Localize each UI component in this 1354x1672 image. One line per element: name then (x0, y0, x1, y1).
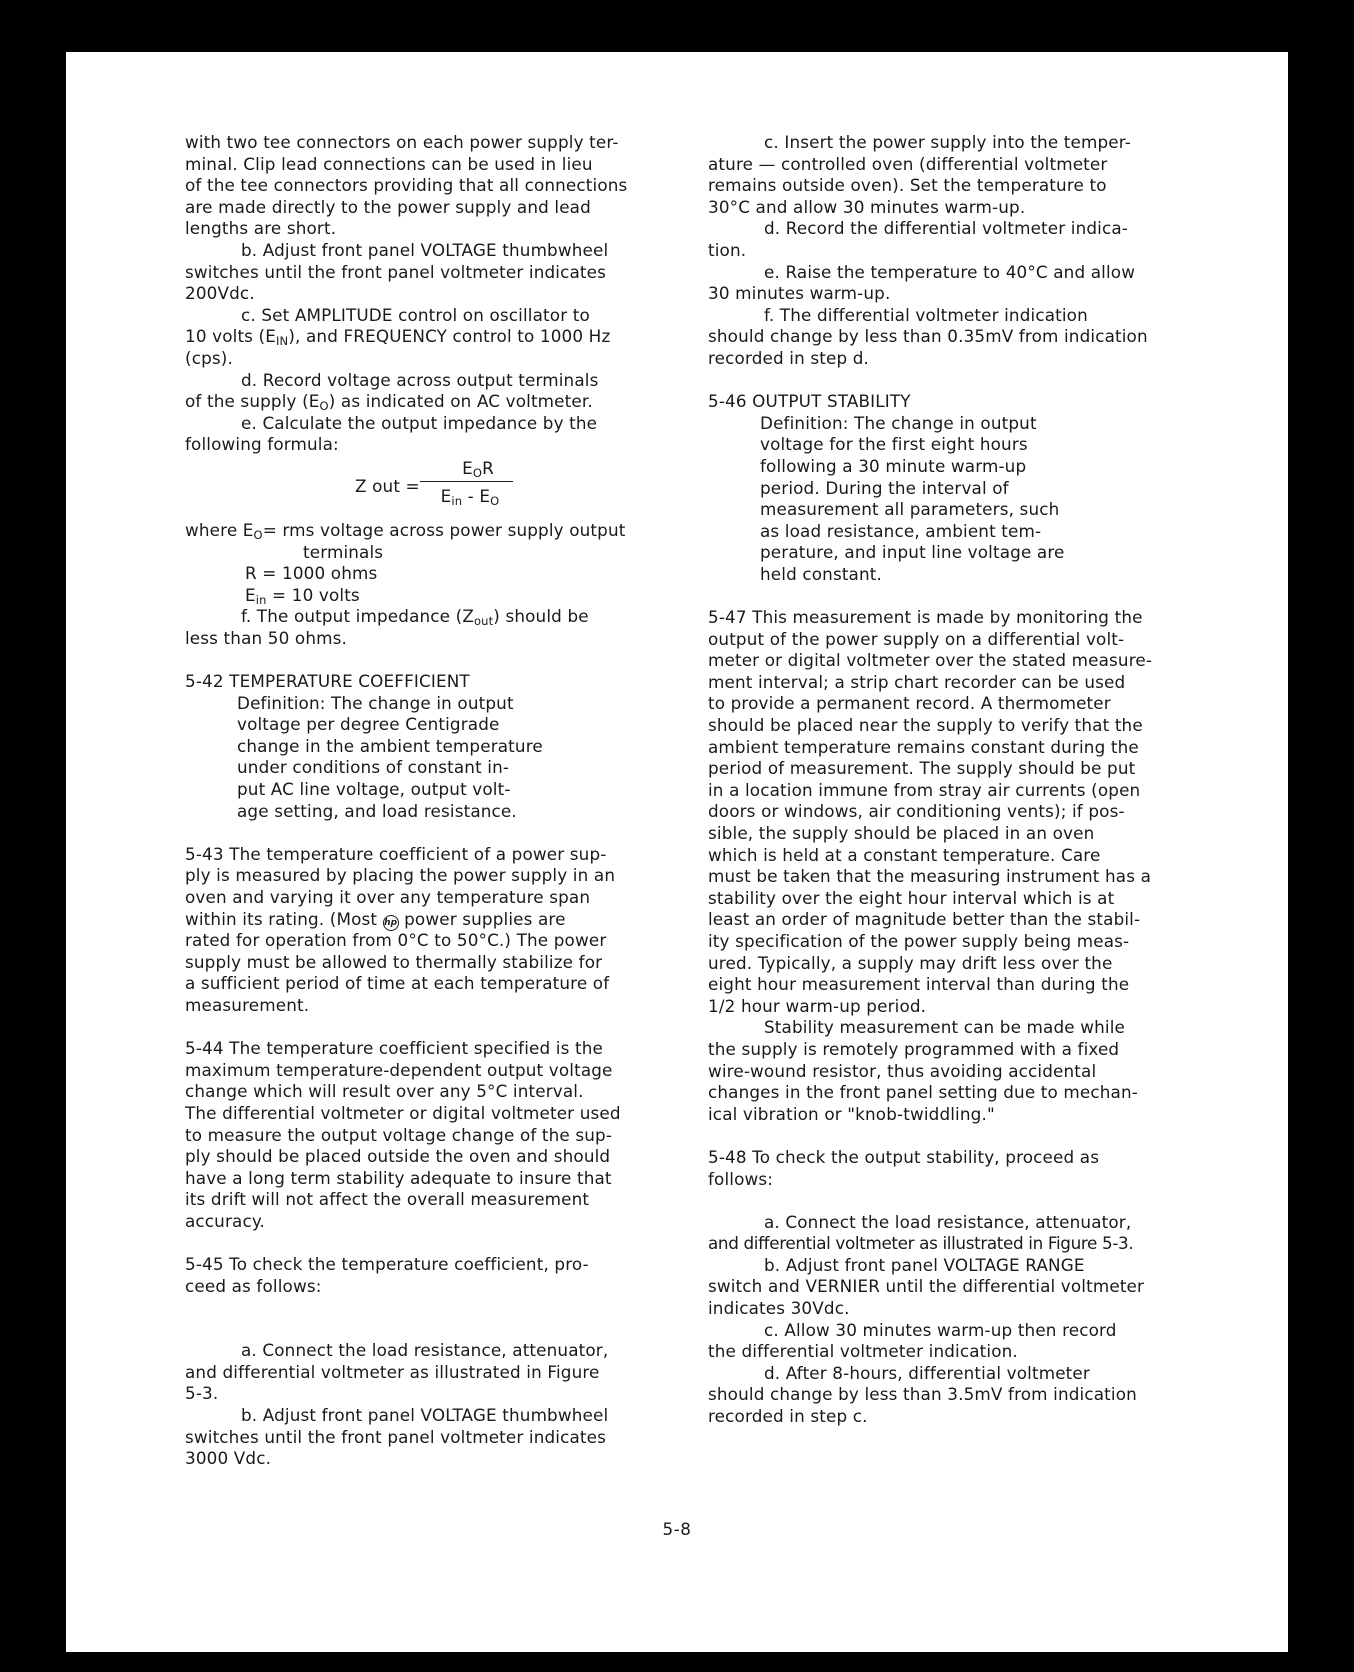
text-line: ply should be placed outside the oven and should (185, 1146, 611, 1167)
text-line: change which will result over any 5°C interval. (185, 1081, 584, 1102)
text-line: maximum temperature-dependent output voltage (185, 1059, 613, 1080)
text-line: terminals (303, 541, 384, 562)
text-line: have a long term stability adequate to insure that (185, 1167, 612, 1188)
text-line: to measure the output voltage change of the sup- (185, 1124, 613, 1145)
text-line: 5-44 The temperature coefficient specified is the (185, 1038, 603, 1059)
formula-denominator (420, 486, 520, 508)
section-5-47 (708, 607, 1198, 1125)
text-line: following formula: (185, 434, 339, 455)
text-line: ity specification of the power supply being meas- (708, 930, 1130, 951)
text-line: which is held at a constant temperature. Care (708, 844, 1101, 865)
text-line: stability over the eight hour interval which is at (708, 887, 1115, 908)
text-line: e. Calculate the output impedance by the (241, 412, 598, 433)
text-line: oven and varying it over any temperature span (185, 887, 591, 907)
text-line: c. Allow 30 minutes warm-up then record (764, 1319, 1117, 1340)
text-span: of the supply (E (185, 391, 320, 412)
text-line: in a location immune from stray air currents (open (708, 779, 1141, 800)
spacer (185, 822, 675, 844)
text-line: 3000 Vdc. (185, 1448, 272, 1469)
step-5-48-b (708, 1255, 1198, 1320)
spacer (185, 1297, 675, 1340)
text-line (185, 520, 675, 542)
text-line: 5-3. (185, 1383, 219, 1404)
text-line: changes in the front panel setting due to mechan- (708, 1082, 1138, 1103)
text-line: the supply is remotely programmed with a fixed (708, 1038, 1120, 1059)
text-line: 1/2 hour warm-up period. (708, 995, 927, 1016)
text-line: with two tee connectors on each power supply ter- (185, 132, 619, 152)
text-span: R (482, 457, 494, 478)
subscript: in (451, 493, 463, 508)
formula-numerator (438, 458, 518, 480)
text-line: perature, and input line voltage are (760, 542, 1065, 563)
right-column (708, 132, 1198, 1428)
step-c (708, 132, 1198, 218)
text-line: b. Adjust front panel VOLTAGE thumbwheel (241, 1405, 609, 1426)
text-line: supply must be allowed to thermally stabilize for (185, 951, 603, 972)
text-line: of the tee connectors providing that all connections (185, 175, 628, 196)
text-line: following a 30 minute warm-up (760, 455, 1027, 476)
text-line: rated for operation from 0°C to 50°C.) The power (185, 930, 607, 951)
step-5-45-a (185, 1340, 675, 1405)
text-line: should change by less than 0.35mV from indication (708, 326, 1148, 347)
text-line: Definition: The change in output (760, 412, 1037, 433)
text-line: 5-45 To check the temperature coefficient, pro- (185, 1254, 589, 1275)
text-line: period of measurement. The supply should be put (708, 758, 1136, 779)
text-span: power supplies are (404, 908, 566, 929)
step-f (708, 305, 1198, 370)
text-line: 200Vdc. (185, 283, 255, 304)
text-span: = rms voltage across power supply output (262, 519, 626, 540)
text-line: as load resistance, ambient tem- (760, 520, 1042, 541)
text-line: voltage for the first eight hours (760, 434, 1028, 455)
fraction-bar (420, 481, 513, 483)
subscript: O (253, 527, 263, 542)
text-line: should change by less than 3.5mV from indication (708, 1384, 1137, 1405)
text-line: d. Record voltage across output terminals (241, 369, 599, 390)
section-5-44 (185, 1038, 675, 1232)
text-line: its drift will not affect the overall measurement (185, 1189, 590, 1210)
text-line (185, 585, 675, 607)
text-line: ment interval; a strip chart recorder can be used (708, 671, 1126, 692)
text-line: under conditions of constant in- (237, 757, 510, 778)
text-line (185, 909, 675, 931)
step-e (708, 262, 1198, 305)
text-line: 5-43 The temperature coefficient of a power sup- (185, 843, 607, 864)
text-line: 5-47 This measurement is made by monitoring the (708, 607, 1143, 628)
text-line: put AC line voltage, output volt- (237, 779, 511, 800)
text-line: f. The differential voltmeter indication (764, 304, 1088, 325)
text-line: b. Adjust front panel VOLTAGE RANGE (764, 1254, 1085, 1275)
spacer (185, 1233, 675, 1255)
text-line: voltage per degree Centigrade (237, 714, 500, 735)
text-span: within its rating. (Most (185, 908, 378, 929)
text-line: less than 50 ohms. (185, 627, 347, 648)
text-span: f. The output impedance (Z (241, 606, 474, 627)
text-line: accuracy. (185, 1210, 266, 1231)
text-line: ical vibration or "knob-twiddling." (708, 1103, 995, 1124)
text-line: switches until the front panel voltmeter indicates (185, 1426, 607, 1447)
section-5-45 (185, 1254, 675, 1297)
spacer (185, 649, 675, 671)
text-line: to provide a permanent record. A thermometer (708, 693, 1111, 714)
section-heading: 5-46 OUTPUT STABILITY (708, 391, 911, 412)
section-heading: 5-42 TEMPERATURE COEFFICIENT (185, 671, 470, 692)
page-number: 5-8 (662, 1519, 692, 1539)
text-span: ) as indicated on AC voltmeter. (328, 391, 593, 412)
subscript: O (490, 493, 500, 508)
text-span: E (440, 485, 452, 506)
text-line: sible, the supply should be placed in an oven (708, 823, 1095, 843)
impedance-formula (185, 456, 675, 520)
text-line: 5-48 To check the output stability, proceed as (708, 1146, 1100, 1167)
text-line: d. Record the differential voltmeter indica- (764, 218, 1129, 239)
subscript: in (255, 592, 267, 607)
section-5-46 (708, 391, 1198, 585)
step-5-48-a (708, 1212, 1198, 1255)
text-line: ured. Typically, a supply may drift less over the (708, 952, 1113, 973)
text-line: c. Set AMPLITUDE control on oscillator to (241, 304, 590, 325)
step-5-48-c (708, 1320, 1198, 1363)
subscript: O (472, 465, 483, 480)
text-span: E (245, 584, 256, 605)
text-line: d. After 8-hours, differential voltmeter (764, 1362, 1090, 1383)
text-line: ature — controlled oven (differential voltmeter (708, 153, 1108, 174)
text-line: ply is measured by placing the power supply in an (185, 865, 616, 886)
text-line: switches until the front panel voltmeter indicates (185, 261, 607, 282)
spacer (708, 585, 1198, 607)
text-line: switch and VERNIER until the differential voltmeter (708, 1276, 1145, 1297)
spacer (708, 1125, 1198, 1147)
subscript: O (319, 399, 329, 414)
text-line: Definition: The change in output (237, 692, 514, 713)
section-5-42 (185, 671, 675, 822)
text-span: E (462, 457, 473, 478)
continued-paragraph (185, 132, 675, 240)
step-5-45-b (185, 1405, 675, 1470)
text-line: must be taken that the measuring instrument has a (708, 866, 1152, 887)
text-line: output of the power supply on a differential volt- (708, 628, 1125, 649)
section-5-48 (708, 1147, 1198, 1190)
spacer (185, 1017, 675, 1039)
text-line: e. Raise the temperature to 40°C and allow (764, 261, 1136, 282)
text-line: change in the ambient temperature (237, 735, 543, 756)
text-line: measurement all parameters, such (760, 499, 1060, 520)
subscript: IN (276, 334, 289, 349)
document-page (66, 52, 1288, 1652)
text-line: doors or windows, air conditioning vents); if pos- (708, 801, 1125, 822)
text-line: lengths are short. (185, 218, 337, 239)
text-line: a sufficient period of time at each temperature of (185, 973, 610, 994)
text-line: are made directly to the power supply and lead (185, 196, 591, 217)
step-e (185, 413, 675, 456)
step-d (185, 370, 675, 413)
text-line: follows: (708, 1168, 774, 1189)
text-line: and differential voltmeter as illustrated in Figure (185, 1361, 600, 1382)
left-column (185, 132, 675, 1470)
text-span: 10 volts (E (185, 326, 277, 347)
text-line: c. Insert the power supply into the temper- (764, 132, 1131, 152)
text-line: recorded in step c. (708, 1406, 868, 1427)
text-line: minal. Clip lead connections can be used in lieu (185, 153, 593, 174)
text-line: should be placed near the supply to verify that the (708, 715, 1143, 736)
text-line: remains outside oven). Set the temperature to (708, 175, 1107, 196)
text-line (185, 606, 675, 628)
text-line: the differential voltmeter indication. (708, 1341, 1018, 1362)
step-b (185, 240, 675, 305)
text-line: measurement. (185, 994, 310, 1015)
text-span: where E (185, 519, 254, 540)
text-line: The differential voltmeter or digital voltmeter used (185, 1102, 621, 1123)
text-line: a. Connect the load resistance, attenuator, (241, 1340, 609, 1361)
hp-logo-icon: hp (383, 915, 399, 931)
spacer (708, 370, 1198, 392)
text-span: - E (462, 485, 491, 506)
text-line: 30 minutes warm-up. (708, 283, 891, 304)
text-line: 30°C and allow 30 minutes warm-up. (708, 196, 1026, 217)
text-line: ceed as follows: (185, 1275, 322, 1296)
text-line: eight hour measurement interval than during the (708, 974, 1130, 995)
text-line (185, 326, 675, 348)
text-span: ) should be (493, 606, 589, 627)
spacer (708, 1190, 1198, 1212)
text-line: held constant. (760, 563, 882, 584)
text-line: indicates 30Vdc. (708, 1298, 850, 1319)
text-line: b. Adjust front panel VOLTAGE thumbwheel (241, 239, 609, 260)
section-5-43 (185, 844, 675, 1017)
step-c (185, 305, 675, 370)
text-line: a. Connect the load resistance, attenuator, (764, 1211, 1132, 1232)
text-span: ), and FREQUENCY control to 1000 Hz (288, 326, 611, 347)
text-line: wire-wound resistor, thus avoiding accidental (708, 1060, 1097, 1081)
text-line: tion. (708, 239, 747, 260)
step-5-48-d (708, 1363, 1198, 1428)
text-line: and differential voltmeter as illustrated in Figure 5-3. (708, 1233, 1134, 1254)
step-d (708, 218, 1198, 261)
text-line: ambient temperature remains constant during the (708, 736, 1139, 757)
text-line: R = 1000 ohms (245, 563, 378, 584)
text-line: period. During the interval of (760, 477, 1009, 498)
formula-lhs: Z out = (355, 475, 420, 496)
text-line: age setting, and load resistance. (237, 800, 517, 821)
text-line: meter or digital voltmeter over the stated measure- (708, 650, 1153, 671)
text-line (185, 391, 675, 413)
text-line: Stability measurement can be made while (764, 1017, 1126, 1038)
text-line: recorded in step d. (708, 347, 870, 368)
step-f (185, 606, 675, 649)
subscript: out (473, 614, 494, 629)
text-line: (cps). (185, 347, 233, 368)
where-block (185, 520, 675, 606)
text-line: least an order of magnitude better than the stabil- (708, 909, 1141, 930)
text-span: = 10 volts (266, 584, 360, 605)
